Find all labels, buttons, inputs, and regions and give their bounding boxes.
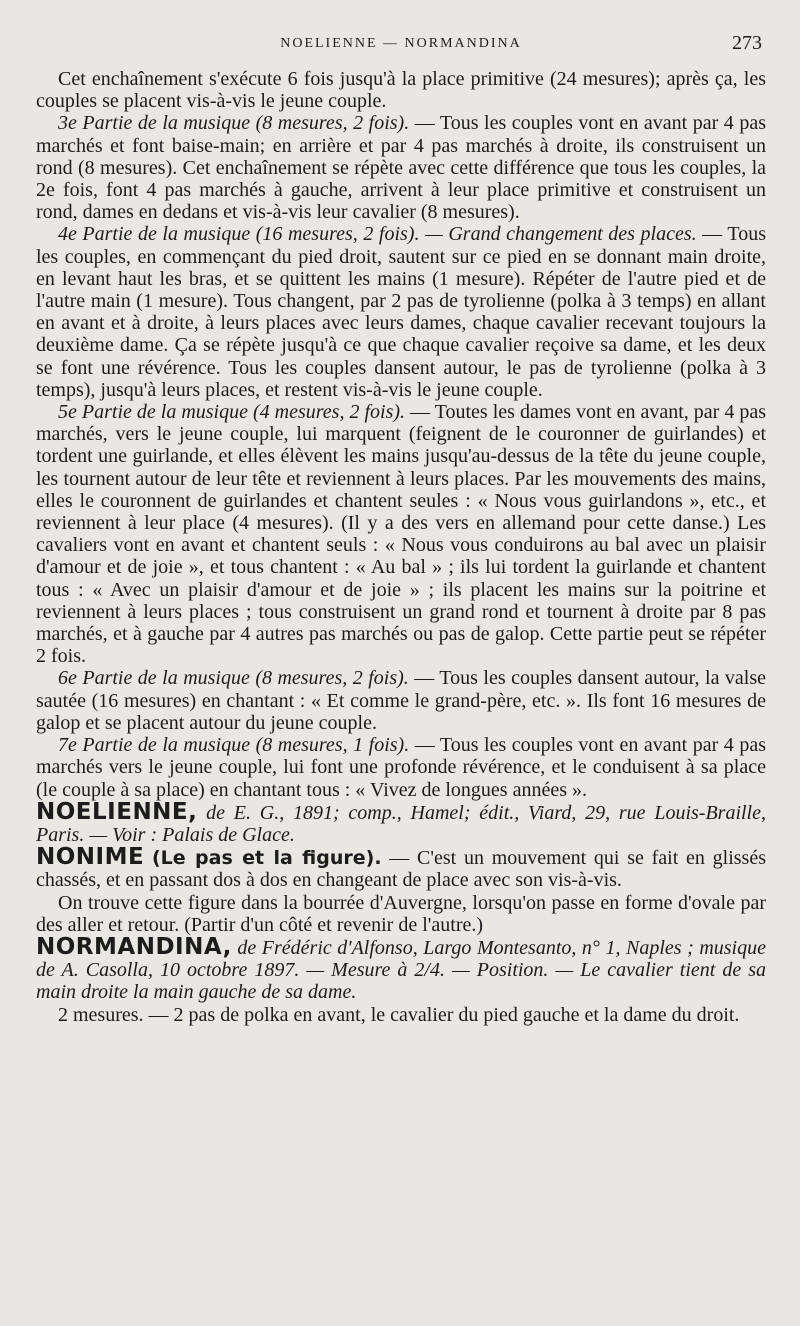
part-3-text: — Tous les couples vont en avant par 4 pas marchés et font baise-main; en arrière et par 4 pas marchés à droite, ils construisent un rond (8 mesures). Cet enchaînement se répète avec cette différence que tous les couples, la 2e fois, font 4 pas marchés à gauche, arrivent à leur place primitive et construisent un rond, dames en dedans et vis-à-vis leur cavalier (8 mesures).	[36, 112, 766, 224]
part-5-title: 5e Partie de la musique (4 mesures, 2 fois).	[58, 401, 406, 424]
paragraph-part-7	[36, 734, 766, 801]
part-5-text: — Toutes les dames vont en avant, par 4 pas marchés, vers le jeune couple, lui marquent (feignent de le couronner de guirlandes) et tordent une guirlande, et elles élèvent les mains jusqu'au-dessus de la tête du jeune couple, les tournent autour de leur tête et reviennent à leurs places. Par les mouvements des mains, elles le couronnent de guirlandes et chantent seules : « Nous vous guirlandons », etc., et reviennent à leur place (4 mesures). (Il y a des vers en allemand pour cette danse.) Les cavaliers vont en avant et chantent seuls : « Nous vous conduirons au bal avec un plaisir d'amour et de joie », et tous chantent : « Au bal » ; ils lui tordent la guirlande et chantent tous : « Avec un plaisir d'amour et de joie » ; ils placent les mains sur la poitrine et reviennent à leurs places ; tous construisent un grand rond et tournent à droite par 8 pas marchés, et à gauche par 4 autres pas marchés ou pas de galop. Cette partie peut se répéter 2 fois.	[36, 401, 767, 668]
entry-normandina-headword: NORMANDINA,	[36, 933, 232, 960]
page-number: 273	[732, 32, 762, 54]
part-6-text: — Tous les couples dansent autour, la valse sautée (16 mesures) en chantant : « Et comme le grand-père, etc. ». Ils font 16 mesures de galop et se placent autour du jeune couple.	[36, 667, 767, 734]
entry-noelienne-headword: NOELIENNE,	[36, 798, 198, 825]
paragraph-part-6	[36, 667, 766, 734]
entry-nonime	[36, 846, 766, 891]
page-header	[36, 30, 766, 60]
part-4-title: 4e Partie de la musique (16 mesures, 2 fois). — Grand changement des places.	[58, 223, 697, 246]
entry-noelienne-text: de E. G., 1891; comp., Hamel; édit., Viard, 29, rue Louis-Braille, Paris. — Voir : Palais de Glace.	[36, 801, 766, 846]
part-7-text: — Tous les couples vont en avant par 4 pas marchés vers le jeune couple, lui font une profonde révérence, et le conduisent à sa place (le couple à sa place) en chantant tous : « Vivez de longues années ».	[36, 734, 766, 801]
entry-normandina-paragraph-2: 2 mesures. — 2 pas de polka en avant, le cavalier du pied gauche et la dame du droit.	[58, 1003, 740, 1026]
page-body	[36, 68, 766, 1026]
entry-noelienne	[36, 798, 766, 846]
entry-normandina	[36, 933, 766, 1004]
part-7-title: 7e Partie de la musique (8 mesures, 1 fois).	[58, 734, 410, 757]
entry-nonime-paragraph-2: On trouve cette figure dans la bourrée d'Auvergne, lorsqu'on passe en forme d'ovale par des aller et retour. (Partir d'un côté et revenir de l'autre.)	[36, 891, 766, 936]
running-title: NOELIENNE — NORMANDINA	[280, 36, 522, 51]
entry-nonime-headword: NONIME	[36, 844, 145, 871]
part-4-text: — Tous les couples, en commençant du pied droit, sautent sur ce pied en se donnant main droite, en levant haut les bras, et se quittent les mains (1 mesure). Répéter de l'autre pied et de l'autre main (1 mesure). Tous changent, par 2 pas de tyrolienne (polka à 3 temps) en allant en avant et à droite, à leurs places avec leurs dames, chaque cavalier recevant toujours la deuxième dame. Ça se répète jusqu'à ce que chaque cavalier reçoive sa dame, et les deux se font une révérence. Tous les couples dansent autour, le pas de tyrolienne (polka à 3 temps), jusqu'à leurs places, et restent vis-à-vis le jeune couple.	[36, 223, 766, 401]
part-6-title: 6e Partie de la musique (8 mesures, 2 fois).	[58, 667, 409, 690]
paragraph-part-5	[36, 401, 766, 667]
paragraph-part-4	[36, 223, 766, 401]
entry-nonime-subhead: (Le pas et la figure).	[151, 847, 382, 870]
paragraph-1: Cet enchaînement s'exécute 6 fois jusqu'à la place primitive (24 mesures); après ça, les couples se placent vis-à-vis le jeune couple.	[36, 68, 766, 113]
entry-nonime-text: — C'est un mouvement qui se fait en glissés chassés, et en passant dos à dos en changeant de place avec son vis-à-vis.	[36, 847, 767, 892]
entry-normandina-text: de Frédéric d'Alfonso, Largo Montesanto, n° 1, Naples ; musique de A. Casolla, 10 octobre 1897. — Mesure à 2/4. — Position. — Le cavalier tient de sa main droite la main gauche de sa dame.	[36, 936, 766, 1004]
paragraph-part-3	[36, 112, 766, 223]
part-3-title: 3e Partie de la musique (8 mesures, 2 fois).	[58, 112, 410, 135]
